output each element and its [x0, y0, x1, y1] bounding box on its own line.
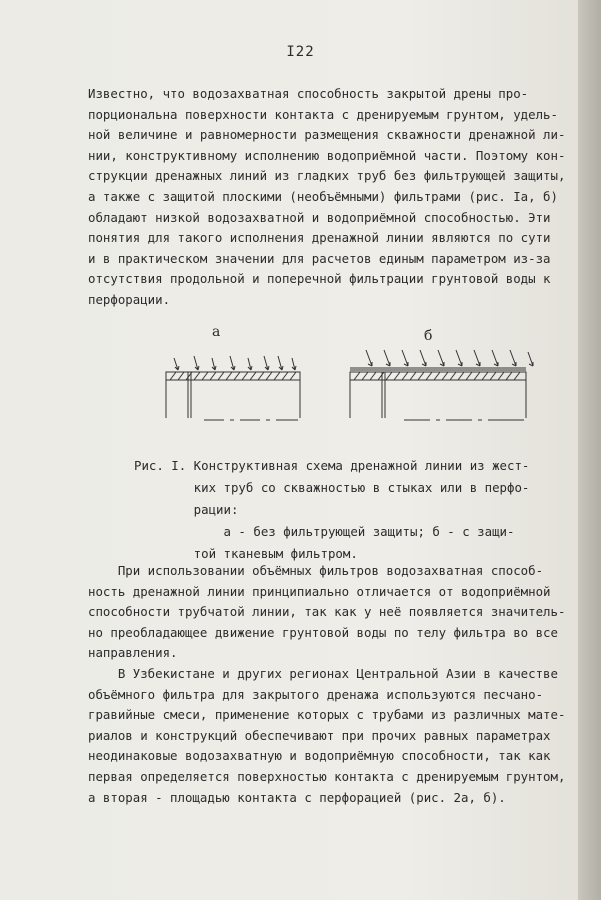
text-line: способности трубчатой линии, так как у неё появляется значитель-	[88, 604, 566, 620]
text-line: отсутствия продольной и поперечной фильтрации грунтовой воды к	[88, 271, 551, 287]
text-line: риалов и конструкций обеспечивают при прочих равных параметрах	[88, 727, 551, 743]
page-edge-shadow	[578, 0, 601, 900]
text-line: обладают низкой водозахватной и водоприёмной способностью. Эти	[88, 209, 551, 225]
text-line: но преобладающее движение грунтовой воды по телу фильтра во все	[88, 624, 558, 640]
text-line: ной величине и равномерности размещения скважности дренажной ли-	[88, 127, 566, 143]
paragraph-1	[88, 84, 568, 311]
text-line: струкции дренажных линий из гладких труб без фильтрующей защиты,	[88, 168, 566, 184]
text-line: а также с защитой плоскими (необъёмными) фильтрами (рис. Iа, б)	[88, 188, 558, 204]
text-line: нии, конструктивному исполнению водоприёмной части. Поэтому кон-	[88, 147, 566, 163]
text-line: а вторая - площадью контакта с перфорацией (рис. 2а, б).	[88, 789, 506, 805]
figure-caption	[134, 455, 554, 565]
caption-line: Рис. I. Конструктивная схема дренажной линии из жест-	[134, 458, 530, 473]
paragraph-2	[88, 561, 568, 808]
text-line: перфорации.	[88, 291, 171, 307]
text-line: понятия для такого исполнения дренажной линии являются по сути	[88, 230, 551, 246]
diagram-a-pipe-without-filter	[160, 350, 320, 430]
text-line: объёмного фильтра для закрытого дренажа используются песчано-	[88, 686, 544, 702]
caption-line: а - без фильтрующей защиты; б - с защи-	[134, 524, 515, 539]
caption-line: ких труб со скважностью в стыках или в перфо-	[134, 480, 530, 495]
diagram-b-pipe-with-fabric-filter	[344, 346, 554, 426]
text-line: направления.	[88, 645, 178, 661]
figure-label-a: а	[212, 324, 221, 340]
text-line: Известно, что водозахватная способность закрытой дрены про-	[88, 86, 529, 101]
page-number: I22	[286, 44, 315, 60]
figure-label-b: б	[424, 328, 433, 344]
caption-line: той тканевым фильтром.	[134, 546, 358, 561]
text-line: порциональна поверхности контакта с дренируемым грунтом, удель-	[88, 106, 558, 122]
text-line: и в практическом значении для расчетов единым параметром из-за	[88, 250, 551, 266]
text-line: ность дренажной линии принципиально отличается от водоприёмной	[88, 583, 551, 599]
text-line: При использовании объёмных фильтров водозахватная способ-	[88, 563, 544, 578]
caption-line: рации:	[134, 502, 239, 517]
text-line: первая определяется поверхностью контакта с дренируемым грунтом,	[88, 768, 566, 784]
text-line: гравийные смеси, применение которых с трубами из различных мате-	[88, 707, 566, 723]
text-line: В Узбекистане и других регионах Центральной Азии в качестве	[88, 665, 558, 681]
text-line: неодинаковые водозахватную и водоприёмную способности, так как	[88, 748, 551, 764]
